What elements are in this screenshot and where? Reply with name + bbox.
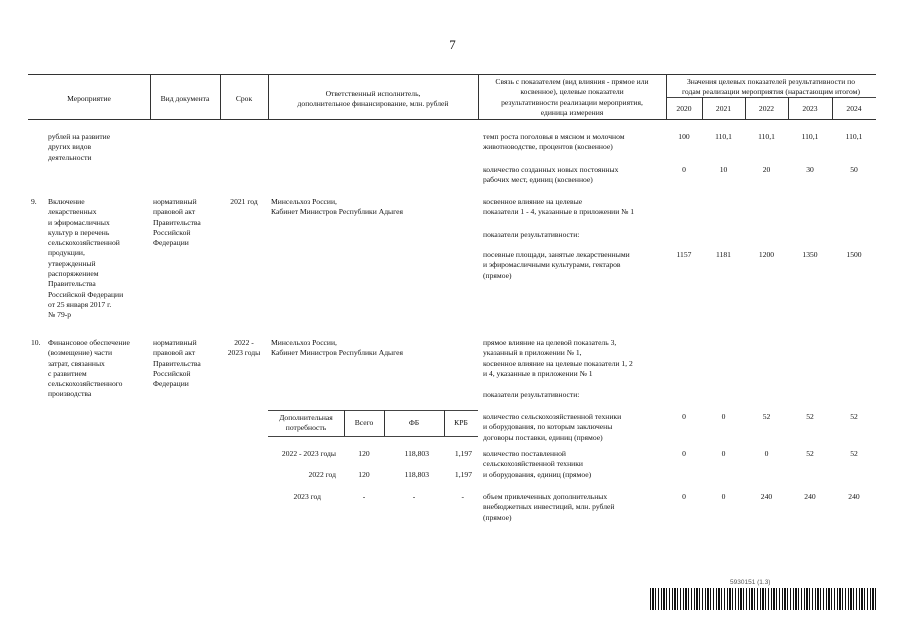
funding-table-rule xyxy=(268,436,478,437)
funding-fb: - xyxy=(412,492,416,501)
barcode-image xyxy=(650,588,876,610)
header-executor: Ответственный исполнитель, дополнительное финансирование, млн. рублей xyxy=(297,89,449,109)
indicator-value: 52 xyxy=(806,449,814,458)
event-text: Включение лекарственных и эфиромасличных культур в перечень сельскохозяйственной продукции, утвержденный распоряжением Правительства Российской Федерации от 25 января 2017 г. № 79-р xyxy=(48,197,124,320)
indicator-text: посевные площади, занятые лекарственными и эфиромасличными культурами, гектаров (прямое) xyxy=(483,250,630,280)
indicator-value: 240 xyxy=(848,492,860,501)
funding-krb: 1,197 xyxy=(454,449,472,458)
barcode-number: 5930151 (1.3) xyxy=(730,579,771,586)
funding-table-rule xyxy=(268,410,478,411)
funding-fb: 118,803 xyxy=(404,470,429,479)
funding-krb: - xyxy=(461,492,464,501)
funding-period: 2022 год xyxy=(308,470,336,479)
header-year: 2021 xyxy=(715,104,732,113)
indicator-value: 10 xyxy=(719,165,728,174)
indicator-value: 1350 xyxy=(802,250,818,259)
indicator-value: 0 xyxy=(764,449,769,458)
influence-text: косвенное влияние на целевые показатели 1 - 4, указанные в приложении № 1 xyxy=(483,197,635,217)
influence-text: прямое влияние на целевой показатель 3, указанный в приложении № 1, косвенное влияние на целевые показатели 1, 2 и 4, указанные в приложении № 1 xyxy=(483,338,633,378)
header-values: Значения целевых показателей результативности по годам реализации мероприятия (нарастающим итогом) xyxy=(682,77,860,97)
indicator-value: 0 xyxy=(721,412,726,421)
indicator-value: 50 xyxy=(850,165,858,174)
indicator-value: 100 xyxy=(678,132,690,141)
document-type: нормативный правовой акт Правительства Российской Федерации xyxy=(153,197,201,248)
indicator-value: 240 xyxy=(804,492,816,501)
indicator-value: 1157 xyxy=(676,250,692,259)
indicator-value: 52 xyxy=(806,412,814,421)
indicator-value: 1181 xyxy=(716,250,731,259)
indicator-value: 30 xyxy=(806,165,814,174)
indicator-value: 52 xyxy=(850,449,858,458)
funding-fb: 118,803 xyxy=(404,449,429,458)
term: 2021 год xyxy=(230,197,258,206)
indicator-value: 0 xyxy=(721,449,726,458)
indicator-text: объем привлеченных дополнительных внебюджетных инвестиций, млн. рублей (прямое) xyxy=(483,492,615,522)
indicator-value: 0 xyxy=(682,449,686,458)
performance-label: показатели результативности: xyxy=(483,390,580,399)
funding-krb: 1,197 xyxy=(454,470,472,479)
indicator-value: 1500 xyxy=(846,250,862,259)
funding-header: Дополнительная потребность xyxy=(279,413,333,433)
event-text: Финансовое обеспечение (возмещение) части затрат, связанных с развитием сельскохозяйственного производства xyxy=(48,338,130,399)
indicator-text: количество сельскохозяйственной техники и оборудования, по которым заключены договоры поставки, единиц (прямое) xyxy=(483,412,622,442)
indicator-value: 0 xyxy=(721,492,726,501)
funding-header: КРБ xyxy=(454,418,468,427)
header-link: Связь с показателем (вид влияния - прямое или косвенное), целевые показатели результативности реализации мероприятия, единица измерения xyxy=(495,77,649,117)
indicator-value: 110,1 xyxy=(758,132,775,141)
indicator-value: 0 xyxy=(682,412,686,421)
funding-period: 2022 - 2023 годы xyxy=(281,449,336,458)
header-year: 2024 xyxy=(846,104,862,113)
funding-total: 120 xyxy=(358,449,370,458)
indicator-value: 0 xyxy=(682,165,686,174)
row-number: 9. xyxy=(31,197,37,206)
indicator-text: темп роста поголовья в мясном и молочном животноводстве, процентов (косвенное) xyxy=(483,132,625,152)
funding-total: - xyxy=(362,492,366,501)
page-number: 7 xyxy=(449,37,456,52)
header-year: 2020 xyxy=(676,104,692,113)
indicator-value: 240 xyxy=(760,492,773,501)
indicator-value: 20 xyxy=(762,165,771,174)
header-event: Мероприятие xyxy=(67,94,111,103)
executor: Минсельхоз России, Кабинет Министров Республики Адыгея xyxy=(271,197,404,217)
header-term: Срок xyxy=(235,94,253,103)
executor: Минсельхоз России, Кабинет Министров Республики Адыгея xyxy=(271,338,404,358)
performance-label: показатели результативности: xyxy=(483,230,580,239)
indicator-value: 110,1 xyxy=(845,132,863,141)
indicator-text: количество поставленной сельскохозяйственной техники и оборудования, единиц (прямое) xyxy=(483,449,592,479)
header-year: 2023 xyxy=(802,104,818,113)
header-bottom-rule xyxy=(28,119,876,120)
funding-period: 2023 год xyxy=(293,492,321,501)
indicator-value: 110,1 xyxy=(801,132,819,141)
indicator-value: 52 xyxy=(762,412,771,421)
indicator-value: 1200 xyxy=(758,250,775,259)
funding-total: 120 xyxy=(358,470,370,479)
document-type: нормативный правовой акт Правительства Российской Федерации xyxy=(153,338,201,389)
indicator-value: 0 xyxy=(682,492,686,501)
indicator-text: количество созданных новых постоянных рабочих мест, единиц (косвенное) xyxy=(483,165,619,185)
header-doc: Вид документа xyxy=(160,94,210,103)
indicator-value: 110,1 xyxy=(715,132,732,141)
header-top-rule xyxy=(28,74,876,75)
funding-header: ФБ xyxy=(408,418,420,427)
row-number: 10. xyxy=(31,338,41,347)
header-year: 2022 xyxy=(758,104,775,113)
funding-header: Всего xyxy=(354,418,374,427)
indicator-value: 52 xyxy=(850,412,858,421)
term: 2022 - 2023 годы xyxy=(227,338,261,358)
event-text: рублей на развитие других видов деятельности xyxy=(48,132,111,162)
